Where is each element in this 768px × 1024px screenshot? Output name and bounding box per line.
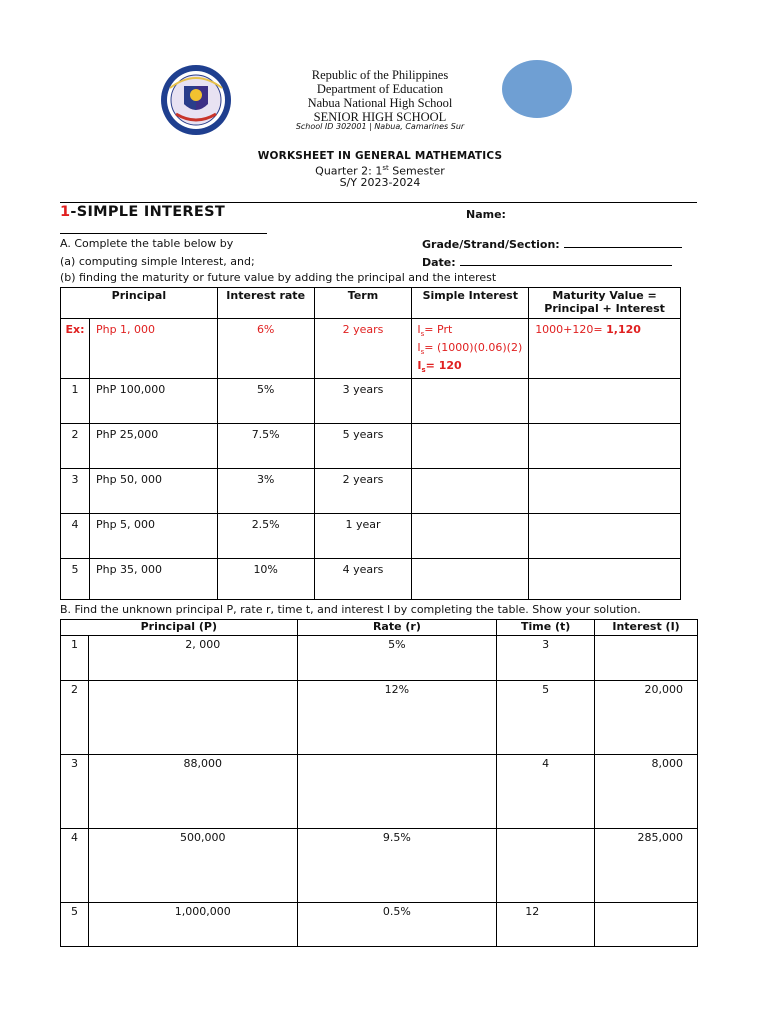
name-label: Name:: [466, 208, 506, 221]
table-row: [61, 378, 681, 423]
row-time: 3: [497, 636, 595, 681]
row-principal: Php 5, 000: [89, 513, 217, 558]
row-principal: 2, 000: [88, 636, 297, 681]
example-term: 2 years: [314, 319, 412, 379]
row-term: 2 years: [314, 468, 412, 513]
unknown-values-table: [60, 619, 698, 947]
header-interest-rate: Interest rate: [217, 288, 314, 319]
row-time: 4: [497, 755, 595, 829]
worksheet-quarter: Quarter 2: 1st Semester: [315, 164, 445, 178]
table-row: [61, 681, 698, 755]
header-school-id: School ID 302001 | Nabua, Camarines Sur: [295, 122, 465, 131]
row-rate: 0.5%: [297, 903, 497, 947]
date-field[interactable]: Date:: [422, 255, 672, 269]
row-rate: 5%: [217, 378, 314, 423]
example-maturity: 1000+120= 1,120: [529, 319, 681, 379]
example-principal: Php 1, 000: [89, 319, 217, 379]
row-rate: 7.5%: [217, 423, 314, 468]
row-principal: 1,000,000: [88, 903, 297, 947]
row-term: 5 years: [314, 423, 412, 468]
row-maturity-answer[interactable]: [529, 513, 681, 558]
row-number: 1: [61, 378, 90, 423]
row-principal: PhP 100,000: [89, 378, 217, 423]
grade-field[interactable]: Grade/Strand/Section:: [422, 237, 682, 251]
row-rate-answer[interactable]: [297, 755, 497, 829]
row-maturity-answer[interactable]: [529, 423, 681, 468]
row-simple-interest-answer[interactable]: [412, 423, 529, 468]
row-number: 4: [61, 513, 90, 558]
row-interest-answer[interactable]: [595, 636, 698, 681]
row-number: 3: [61, 755, 89, 829]
header-maturity-value: Maturity Value = Principal + Interest: [529, 288, 681, 319]
row-interest-answer[interactable]: [595, 903, 698, 947]
header-principal: Principal: [61, 288, 218, 319]
row-time: 5: [497, 681, 595, 755]
row-term: 3 years: [314, 378, 412, 423]
row-term: 1 year: [314, 513, 412, 558]
header-school: Nabua National High School: [307, 96, 453, 110]
part-a-item-a: (a) computing simple Interest, and;: [60, 255, 255, 268]
header-republic: Republic of the Philippines: [311, 68, 449, 82]
table-row-example: [61, 319, 681, 379]
row-rate: 12%: [297, 681, 497, 755]
deped-seal-logo: [160, 64, 232, 136]
row-maturity-answer[interactable]: [529, 468, 681, 513]
example-rate: 6%: [217, 319, 314, 379]
row-interest: 8,000: [595, 755, 698, 829]
row-number: 5: [61, 558, 90, 599]
row-maturity-answer[interactable]: [529, 378, 681, 423]
header-interest-i: Interest (I): [595, 620, 698, 636]
header-department: Department of Education: [316, 82, 444, 96]
table-row: [61, 558, 681, 599]
part-a-instruction: A. Complete the table below by: [60, 237, 234, 250]
row-simple-interest-answer[interactable]: [412, 378, 529, 423]
row-term: 4 years: [314, 558, 412, 599]
worksheet-school-year: S/Y 2023-2024: [339, 176, 421, 189]
header-term: Term: [314, 288, 412, 319]
table-row: [61, 829, 698, 903]
row-rate: 9.5%: [297, 829, 497, 903]
worksheet-title: WORKSHEET IN GENERAL MATHEMATICS: [257, 150, 503, 162]
row-principal: 88,000: [88, 755, 297, 829]
header-rate-r: Rate (r): [297, 620, 497, 636]
row-principal: PhP 25,000: [89, 423, 217, 468]
row-simple-interest-answer[interactable]: [412, 468, 529, 513]
row-rate: 5%: [297, 636, 497, 681]
row-number: 2: [61, 423, 90, 468]
row-principal-answer[interactable]: [88, 681, 297, 755]
part-a-item-b: (b) finding the maturity or future value by adding the principal and the interest: [60, 271, 497, 284]
section-title: 1-SIMPLE INTEREST: [60, 204, 226, 220]
row-principal: 500,000: [88, 829, 297, 903]
row-simple-interest-answer[interactable]: [412, 558, 529, 599]
simple-interest-table: [60, 287, 681, 600]
row-simple-interest-answer[interactable]: [412, 513, 529, 558]
row-time: 12: [497, 903, 595, 947]
row-principal: Php 50, 000: [89, 468, 217, 513]
row-number: 5: [61, 903, 89, 947]
table-row: [61, 636, 698, 681]
table-row: [61, 903, 698, 947]
part-b-instruction: B. Find the unknown principal P, rate r, time t, and interest I by completing the table. Show your solution.: [60, 603, 641, 616]
header-time-t: Time (t): [497, 620, 595, 636]
divider-line: [60, 202, 697, 203]
row-rate: 3%: [217, 468, 314, 513]
row-number: 4: [61, 829, 89, 903]
row-rate: 10%: [217, 558, 314, 599]
header-simple-interest: Simple Interest: [412, 288, 529, 319]
row-time-answer[interactable]: [497, 829, 595, 903]
header-principal-p: Principal (P): [61, 620, 298, 636]
table-row: [61, 468, 681, 513]
row-principal: Php 35, 000: [89, 558, 217, 599]
row-interest: 285,000: [595, 829, 698, 903]
row-rate: 2.5%: [217, 513, 314, 558]
row-maturity-answer[interactable]: [529, 558, 681, 599]
example-simple-interest: $I_s=$ Prt $I_s= (1000)(0.06)(2)$ $I_s= 120$: [412, 319, 529, 379]
table-row: [61, 513, 681, 558]
row-number: 2: [61, 681, 89, 755]
header-level: SENIOR HIGH SCHOOL: [313, 110, 447, 124]
table-row: [61, 755, 698, 829]
example-label: Ex:: [61, 319, 90, 379]
row-number: 1: [61, 636, 89, 681]
row-interest: 20,000: [595, 681, 698, 755]
row-number: 3: [61, 468, 90, 513]
name-underline[interactable]: [60, 233, 267, 234]
table-row: [61, 423, 681, 468]
